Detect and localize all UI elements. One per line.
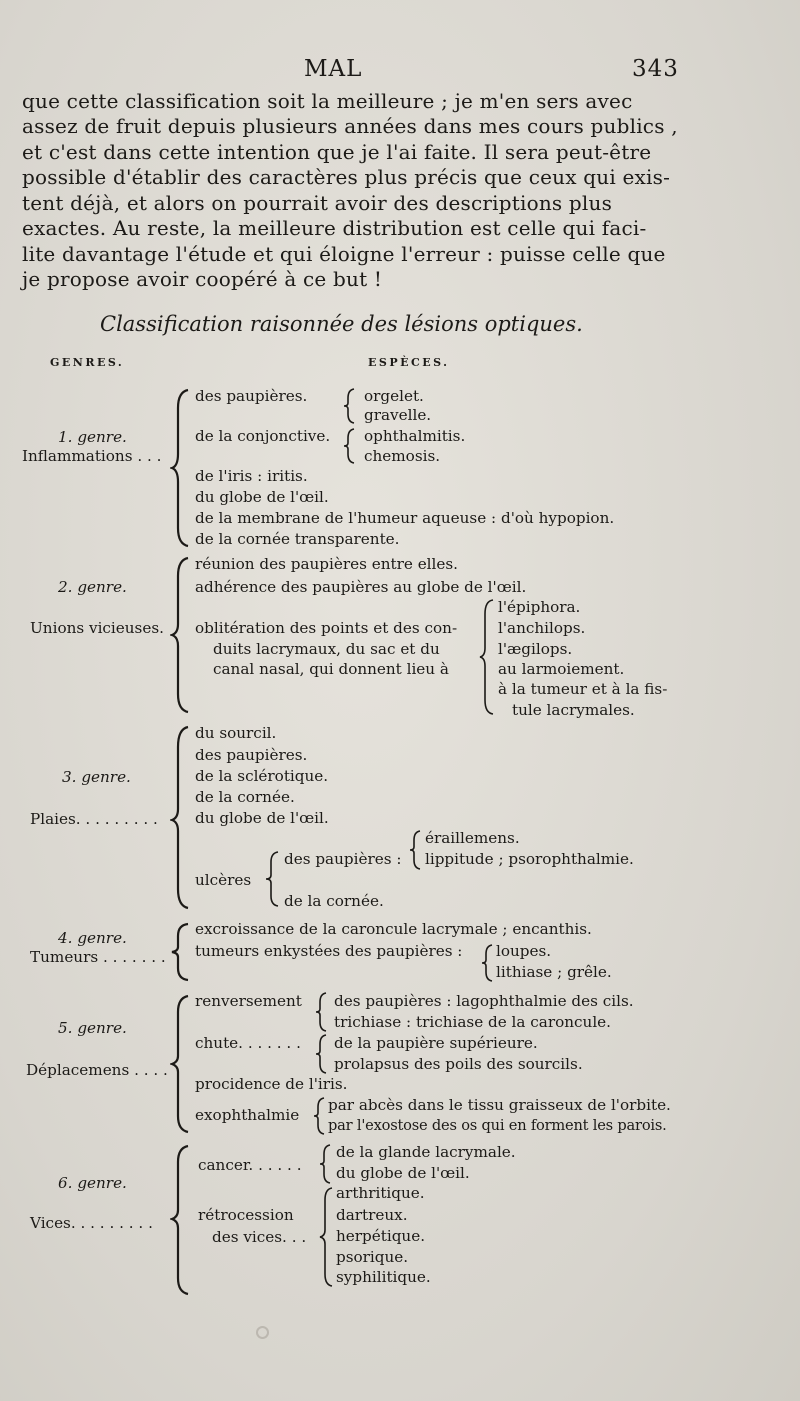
sub-brace xyxy=(480,944,494,982)
variety-item: éraillemens. xyxy=(425,829,520,847)
species-item: tumeurs enkystées des paupières : xyxy=(195,942,463,960)
text-line: assez de fruit depuis plusieurs années dans mes cours publics , xyxy=(22,114,678,138)
running-title: MAL xyxy=(304,56,363,82)
text-line: tent déjà, et alors on pourrait avoir des descriptions plus xyxy=(22,191,613,215)
genre-name: Tumeurs . . . . . . . xyxy=(30,948,166,966)
sub-brace xyxy=(314,1034,328,1074)
variety-item: par abcès dans le tissu graisseux de l'orbite. xyxy=(328,1096,671,1114)
variety-item: l'épiphora. xyxy=(498,598,581,616)
variety-item: tule lacrymales. xyxy=(512,701,635,719)
species-item: ulcères xyxy=(195,871,252,889)
species-item: du globe de l'œil. xyxy=(195,488,329,506)
variety-item: prolapsus des poils des sourcils. xyxy=(334,1055,583,1073)
species-item: de la conjonctive. xyxy=(195,427,331,445)
species-item: des vices. . . xyxy=(212,1228,307,1246)
text-line: exactes. Au reste, la meilleure distribution est celle qui faci- xyxy=(22,216,647,240)
genre-brace xyxy=(170,725,192,910)
species-item: de l'iris : iritis. xyxy=(195,467,308,485)
species-item: des paupières. xyxy=(195,746,308,764)
variety-item: dartreux. xyxy=(336,1206,408,1224)
sub-brace xyxy=(318,1144,332,1184)
ink-blot xyxy=(256,1326,269,1339)
text-line: et c'est dans cette intention que je l'ai faite. Il sera peut-être xyxy=(22,140,652,164)
variety-item: par l'exostose des os qui en forment les parois. xyxy=(328,1117,667,1134)
species-item: de la cornée. xyxy=(195,788,295,806)
species-item: rétrocession xyxy=(198,1206,294,1224)
sub-brace xyxy=(314,992,328,1032)
species-item: de la cornée transparente. xyxy=(195,530,400,548)
text-line: que cette classification soit la meilleure ; je m'en sers avec xyxy=(22,89,633,113)
genre-brace xyxy=(170,388,192,548)
species-item: des paupières. xyxy=(195,387,308,405)
species-item: du sourcil. xyxy=(195,724,277,742)
genre-number: 1. genre. xyxy=(58,428,127,446)
variety-item: herpétique. xyxy=(336,1227,426,1245)
text-line: lite davantage l'étude et qui éloigne l'erreur : puisse celle que xyxy=(22,242,666,266)
classification-title: Classification raisonnée des lésions optiques. xyxy=(100,312,583,336)
species-item: procidence de l'iris. xyxy=(195,1075,348,1093)
sub-brace xyxy=(264,850,280,908)
variety-item: de la paupière supérieure. xyxy=(334,1034,538,1052)
genre-brace xyxy=(170,1144,192,1296)
sub-brace xyxy=(312,1097,326,1135)
variety-item: des paupières : lagophthalmie des cils. xyxy=(334,992,634,1010)
species-item: réunion des paupières entre elles. xyxy=(195,555,459,573)
genre-name: Plaies. . . . . . . . . xyxy=(30,810,158,828)
variety-item: à la tumeur et à la fis- xyxy=(498,680,668,698)
species-item: chute. . . . . . . xyxy=(195,1034,301,1052)
column-header-especes: ESPÈCES. xyxy=(368,356,450,369)
variety-item: loupes. xyxy=(496,942,552,960)
genre-brace xyxy=(170,922,192,982)
genre-number: 5. genre. xyxy=(58,1019,127,1037)
sub-brace xyxy=(342,428,356,464)
genre-name: Vices. . . . . . . . . xyxy=(30,1214,153,1232)
species-item: adhérence des paupières au globe de l'œil. xyxy=(195,578,527,596)
sub-brace xyxy=(408,830,422,870)
variety-item: l'ægilops. xyxy=(498,640,573,658)
variety-item: arthritique. xyxy=(336,1184,425,1202)
sub-brace xyxy=(478,598,496,716)
genre-number: 2. genre. xyxy=(58,578,127,596)
genre-brace xyxy=(170,994,192,1134)
text-line: possible d'établir des caractères plus précis que ceux qui exis- xyxy=(22,165,671,189)
genre-name: Unions vicieuses. xyxy=(30,619,164,637)
genre-number: 6. genre. xyxy=(58,1174,127,1192)
species-item: canal nasal, qui donnent lieu à xyxy=(213,660,449,678)
variety-item: lithiase ; grêle. xyxy=(496,963,612,981)
variety-item: de la glande lacrymale. xyxy=(336,1143,516,1161)
species-item: excroissance de la caroncule lacrymale ; encanthis. xyxy=(195,920,592,938)
genre-name: Inflammations . . . xyxy=(22,447,162,465)
species-item: de la sclérotique. xyxy=(195,767,329,785)
variety-item: du globe de l'œil. xyxy=(336,1164,470,1182)
variety-item: l'anchilops. xyxy=(498,619,586,637)
genre-number: 4. genre. xyxy=(58,929,127,947)
sub-brace xyxy=(342,388,356,424)
species-item: du globe de l'œil. xyxy=(195,809,329,827)
variety-item: lippitude ; psorophthalmie. xyxy=(425,850,634,868)
variety-item: au larmoiement. xyxy=(498,660,625,678)
text-line: je propose avoir coopéré à ce but ! xyxy=(22,267,383,291)
species-item: cancer. . . . . . xyxy=(198,1156,302,1174)
species-item: renversement xyxy=(195,992,302,1010)
variety-item: trichiase : trichiase de la caroncule. xyxy=(334,1013,611,1031)
variety-item: gravelle. xyxy=(364,406,432,424)
column-header-genres: GENRES. xyxy=(50,356,125,369)
species-item: exophthalmie xyxy=(195,1106,300,1124)
variety-item: syphilitique. xyxy=(336,1268,431,1286)
sub-brace xyxy=(318,1186,334,1288)
species-item: de la membrane de l'humeur aqueuse : d'où hypopion. xyxy=(195,509,615,527)
variety-item: ophthalmitis. xyxy=(364,427,466,445)
variety-item: psorique. xyxy=(336,1248,409,1266)
variety-item: orgelet. xyxy=(364,387,424,405)
species-item: oblitération des points et des con- xyxy=(195,619,458,637)
page-number: 343 xyxy=(632,56,679,82)
genre-brace xyxy=(170,556,192,714)
variety-item: chemosis. xyxy=(364,447,441,465)
genre-name: Déplacemens . . . . xyxy=(26,1061,168,1079)
species-item: duits lacrymaux, du sac et du xyxy=(213,640,440,658)
species-item: des paupières : xyxy=(284,850,402,868)
genre-number: 3. genre. xyxy=(62,768,131,786)
species-item: de la cornée. xyxy=(284,892,384,910)
